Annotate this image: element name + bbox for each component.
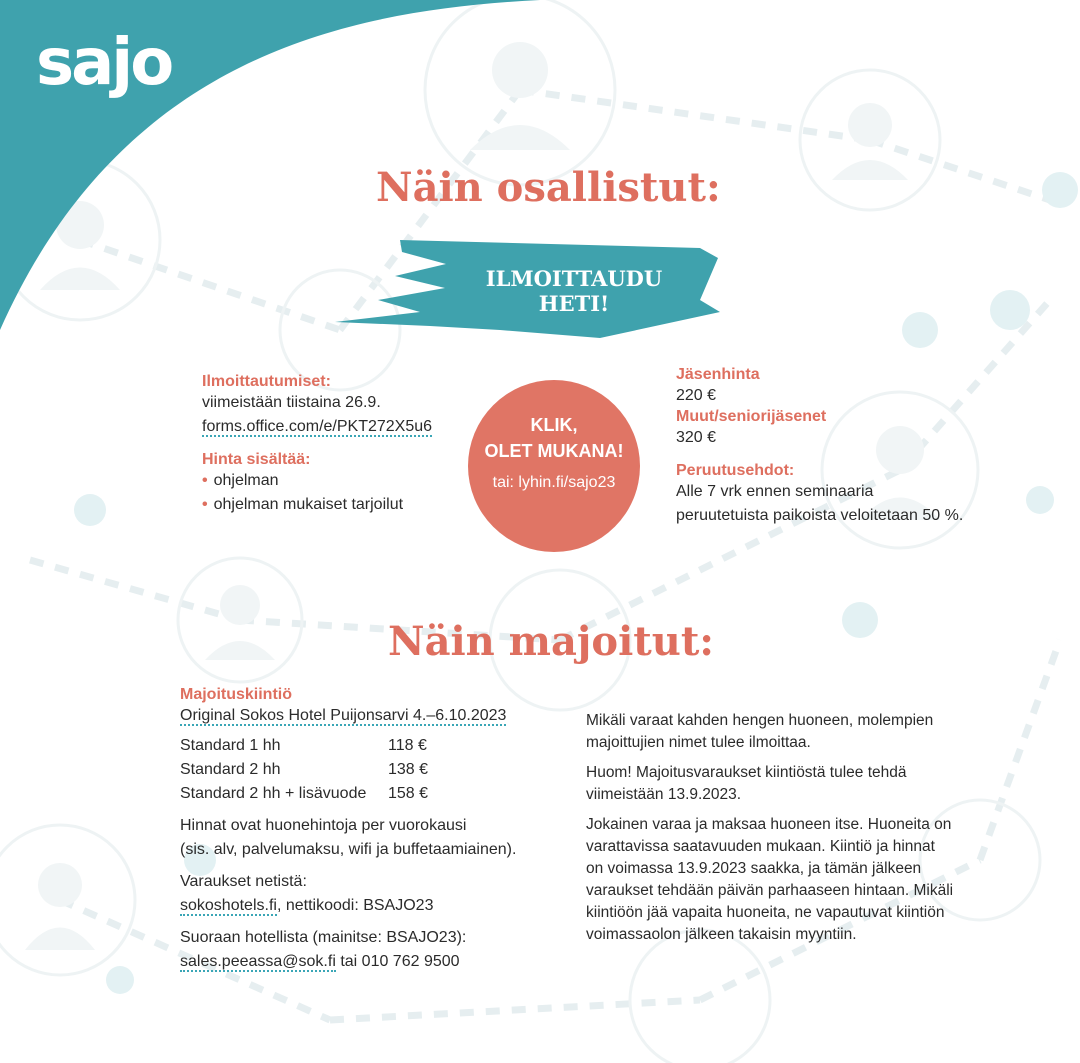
sajo-logo: sajo <box>36 26 172 100</box>
register-now-banner[interactable] <box>474 266 674 316</box>
price-includes-heading: Hinta sisältää: <box>202 451 311 468</box>
cta-short-link[interactable]: tai: lyhin.fi/sajo23 <box>492 474 616 491</box>
accommodation-block <box>180 686 560 974</box>
direct-booking-heading: Suoraan hotellista (mainitse: BSAJO23): <box>180 929 467 946</box>
accommodation-terms <box>586 710 986 954</box>
pricing-block <box>676 366 1056 528</box>
hotel-name[interactable]: Original Sokos Hotel Puijonsarvi 4.–6.10.2023 <box>180 707 507 724</box>
cancellation-line1: Alle 7 vrk ennen seminaaria <box>676 483 874 500</box>
hotel-phone: tai 010 762 9500 <box>335 953 460 970</box>
room-price-table <box>180 734 428 806</box>
cancellation-heading: Peruutusehdot: <box>676 462 795 479</box>
other-price-value: 320 € <box>676 429 717 446</box>
price-includes-list <box>202 469 462 517</box>
table-row <box>180 782 428 806</box>
room-price: 158 € <box>388 785 429 802</box>
hotel-email-link[interactable]: sales.peeassa@sok.fi <box>180 953 336 970</box>
room-type: Standard 2 hh <box>180 761 281 778</box>
list-item: • ohjelman mukaiset tarjoilut <box>202 493 462 517</box>
terms-paragraph-3: Jokainen varaa ja maksaa huoneen itse. Huoneita on varattavissa saatavuuden mukaan. Kiintiö ja hinnat on voimassa 13.9.2023 saakka, ja tämän jälkeen varaukset tehdään päivän parhaaseen hintaan. Mikäli kiintiöön jää vapaita huoneita, ne vapautuvat kiintiön voimassaolon jälkeen takaisin myyntiin. <box>586 816 954 943</box>
terms-paragraph-2: Huom! Majoitusvaraukset kiintiöstä tulee tehdä viimeistään 13.9.2023. <box>586 764 907 803</box>
banner-line2: HETI! <box>538 291 610 316</box>
room-price: 138 € <box>388 761 429 778</box>
list-item: • ohjelman <box>202 469 462 493</box>
signup-cta-circle[interactable] <box>468 380 640 552</box>
banner-line1: ILMOITTAUDU <box>485 266 663 291</box>
room-type: Standard 1 hh <box>180 737 281 754</box>
cta-line2: OLET MUKANA! <box>484 441 624 461</box>
sokoshotels-link[interactable]: sokoshotels.fi <box>180 897 277 914</box>
cta-line1: KLIK, <box>530 415 578 435</box>
member-price-heading: Jäsenhinta <box>676 366 760 383</box>
title-osallistut: Näin osallistut: <box>376 164 721 211</box>
other-price-heading: Muut/seniorijäsenet <box>676 408 827 425</box>
registration-form-link[interactable]: forms.office.com/e/PKT272X5u6 <box>202 418 433 435</box>
member-price-value: 220 € <box>676 387 717 404</box>
quota-heading: Majoituskiintiö <box>180 686 292 703</box>
price-note-line2: (sis. alv, palvelumaksu, wifi ja buffetaamiainen). <box>180 841 517 858</box>
room-price: 118 € <box>388 737 427 754</box>
online-booking-code: , nettikoodi: BSAJO23 <box>276 897 434 914</box>
price-note-line1: Hinnat ovat huonehintoja per vuorokausi <box>180 817 467 834</box>
title-majoitut: Näin majoitut: <box>388 618 715 665</box>
table-row <box>180 734 428 758</box>
registration-deadline: viimeistään tiistaina 26.9. <box>202 394 381 411</box>
registration-block <box>202 373 462 517</box>
table-row <box>180 758 428 782</box>
cancellation-line2: peruutetuista paikoista veloitetaan 50 %. <box>676 507 964 524</box>
terms-paragraph-1: Mikäli varaat kahden hengen huoneen, molempien majoittujien nimet tulee ilmoittaa. <box>586 712 934 751</box>
registration-heading: Ilmoittautumiset: <box>202 373 331 390</box>
room-type: Standard 2 hh + lisävuode <box>180 785 367 802</box>
online-booking-heading: Varaukset netistä: <box>180 873 307 890</box>
